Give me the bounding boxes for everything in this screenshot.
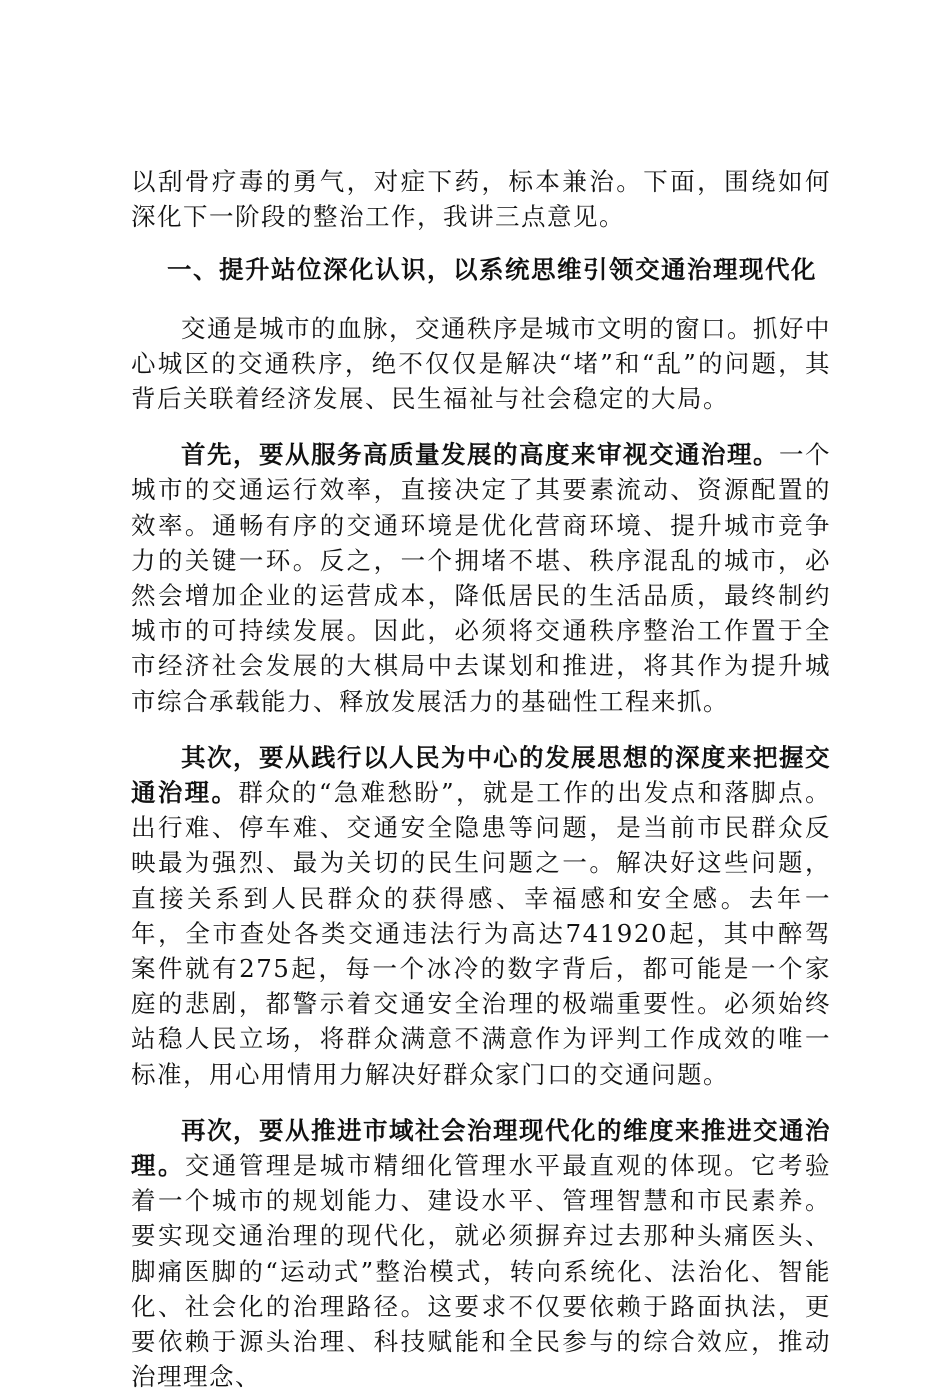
intro-paragraph: 以刮骨疗毒的勇气，对症下药，标本兼治。下面，围绕如何深化下一阶段的整治工作，我讲三点意见。 <box>131 167 831 232</box>
first-point-body: 一个城市的交通运行效率，直接决定了其要素流动、资源配置的效率。通畅有序的交通环境是优化营商环境、提升城市竞争力的关键一环。反之，一个拥堵不堪、秩序混乱的城市，必然会增加企业的运营成本，降低居民的生活品质，最终制约城市的可持续发展。因此，必须将交通秩序整治工作置于全市经济社会发展的大棋局中去谋划和推进，将其作为提升城市综合承载能力、释放发展活力的基础性工程来抓。 <box>131 440 831 716</box>
section-heading: 一、提升站位深化认识，以系统思维引领交通治理现代化 <box>167 255 817 285</box>
third-point-body: 交通管理是城市精细化管理水平最直观的体现。它考验着一个城市的规划能力、建设水平、管理智慧和市民素养。要实现交通治理的现代化，就必须摒弃过去那种头痛医头、脚痛医脚的“运动式”整治模式，转向系统化、法治化、智能化、社会化的治理路径。这要求不仅要依赖于路面执法，更要依赖于源头治理、科技赋能和全民参与的综合效应，推动治理理念、 <box>131 1151 831 1392</box>
overview-paragraph: 交通是城市的血脉，交通秩序是城市文明的窗口。抓好中心城区的交通秩序，绝不仅仅是解决“堵”和“乱”的问题，其背后关联着经济发展、民生福祉与社会稳定的大局。 <box>131 313 831 414</box>
third-point-lead: 再次，要从推进市域社会治理现代化的维度来推进交通治理。 <box>131 1115 831 1181</box>
second-point-paragraph <box>131 740 831 1092</box>
second-point-lead: 其次，要从践行以人民为中心的发展思想的深度来把握交通治理。 <box>131 742 831 808</box>
third-point-paragraph <box>131 1113 831 1395</box>
document-body <box>131 164 831 1395</box>
first-point-paragraph <box>131 437 831 719</box>
first-point-lead: 首先，要从服务高质量发展的高度来审视交通治理。 <box>181 440 779 470</box>
second-point-body: 群众的“急难愁盼”，就是工作的出发点和落脚点。出行难、停车难、交通安全隐患等问题，是当前市民群众反映最为强烈、最为关切的民生问题之一。解决好这些问题，直接关系到人民群众的获得感、幸福感和安全感。去年一年，全市查处各类交通违法行为高达741920起，其中醉驾案件就有275起，每一个冰冷的数字背后，都可能是一个家庭的悲剧，都警示着交通安全治理的极端重要性。必须始终站稳人民立场，将群众满意不满意作为评判工作成效的唯一标准，用心用情用力解决好群众家门口的交通问题。 <box>131 778 831 1089</box>
